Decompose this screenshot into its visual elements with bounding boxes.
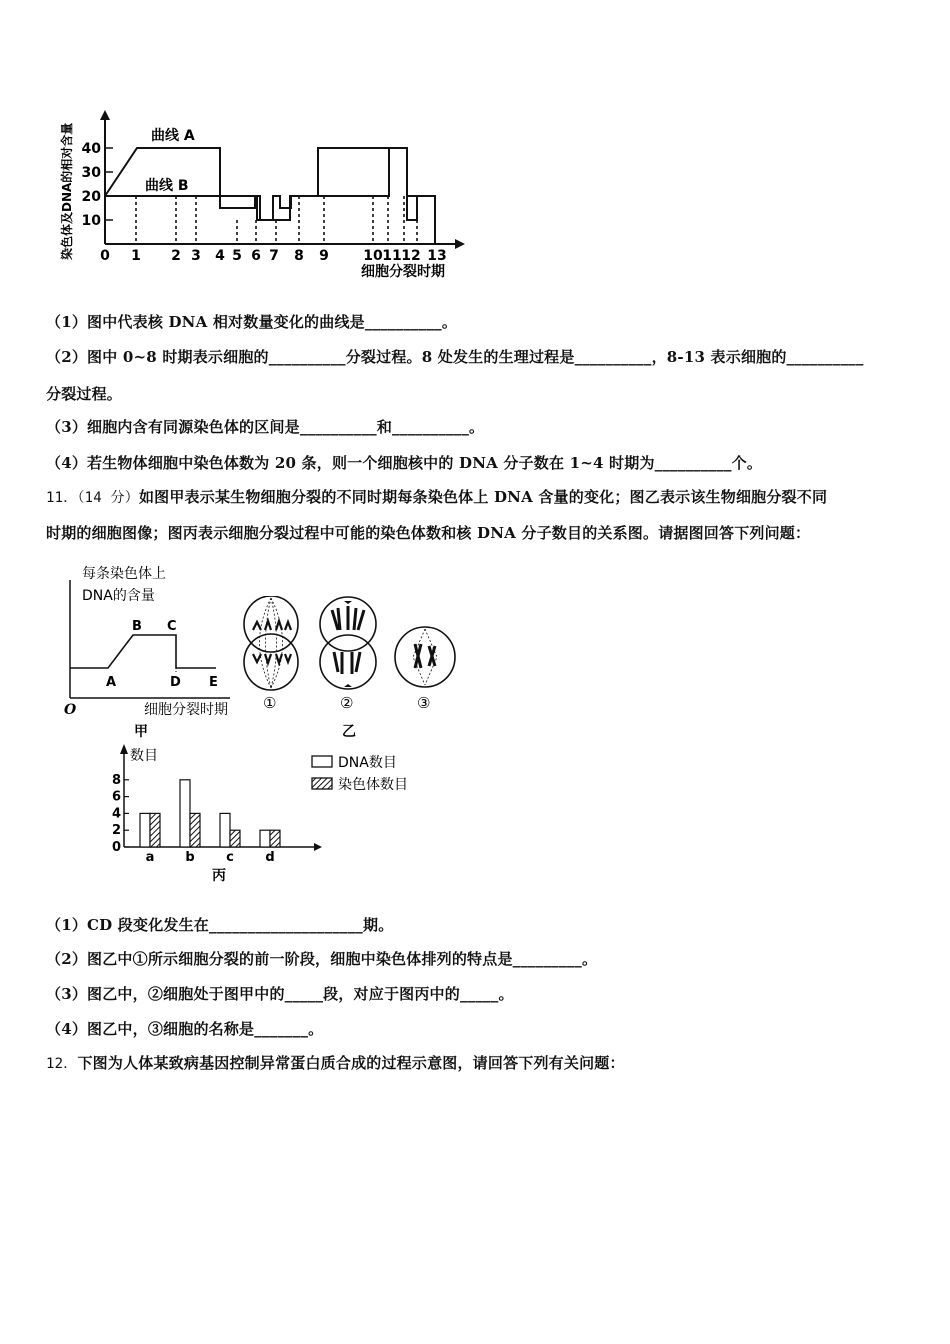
bar-dna-a	[140, 813, 150, 847]
bar-chrom-c	[230, 830, 240, 847]
curve-a-label: 曲线 A	[151, 128, 195, 144]
jia-origin: O	[64, 702, 77, 718]
legend-dna-label: DNA数目	[338, 755, 397, 771]
q11-number: 11．（14 分）	[46, 490, 139, 506]
x-tick-6: 6	[251, 248, 261, 264]
x-tick-12: 12	[401, 248, 421, 264]
y-tick-0: 0	[111, 840, 121, 855]
curve-b	[105, 148, 435, 244]
x-tick-4: 4	[215, 248, 225, 264]
x-tick-9: 9	[319, 248, 329, 264]
x-tick-2: 2	[171, 248, 181, 264]
jia-curve	[70, 635, 216, 668]
jia-point-a: A	[106, 675, 117, 690]
cell-2	[320, 597, 376, 689]
q12-number: 12．	[46, 1056, 78, 1072]
x-tick-11: 11	[382, 248, 402, 264]
x-tick-0: 0	[100, 248, 110, 264]
jia-point-b: B	[132, 619, 142, 634]
bar-chrom-a	[150, 813, 160, 847]
q10-line-2: （2）图中 0~8 时期表示细胞的__________分裂过程。8 处发生的生理过程是__________，8-13 表示细胞的__________	[46, 348, 864, 366]
q11-line-3: （3）图乙中，②细胞处于图甲中的_____段，对应于图丙中的_____。	[46, 985, 514, 1003]
x-axis-arrow	[455, 239, 465, 249]
x-tick-3: 3	[191, 248, 201, 264]
jia-point-d: D	[170, 675, 181, 690]
q11-line-2: （2）图乙中①所示细胞分裂的前一阶段，细胞中染色体排列的特点是_________。	[46, 950, 598, 968]
jia-caption: 甲	[134, 724, 148, 740]
x-tick-8: 8	[294, 248, 304, 264]
x-axis-label: 细胞分裂时期	[361, 264, 445, 280]
jia-y-label-2: DNA的含量	[82, 588, 155, 604]
bing-caption: 丙	[212, 868, 226, 884]
y-tick-4: 4	[111, 806, 121, 822]
category-label-c: c	[226, 850, 234, 865]
y-tick-2: 2	[111, 823, 121, 839]
q11-line-1: （1）CD 段变化发生在____________________期。	[46, 916, 394, 934]
q11-intro-line-2: 时期的细胞图像；图丙表示细胞分裂过程中可能的染色体数和核 DNA 分子数目的关系图。请据图回答下列问题：	[46, 524, 811, 542]
bing-y-label: 数目	[130, 748, 158, 764]
cell-label-1: ①	[263, 694, 277, 712]
q10-line-5: （4）若生物体细胞中染色体数为 20 条，则一个细胞核中的 DNA 分子数在 1~4 时期为__________个。	[46, 454, 763, 472]
q10-line-1: （1）图中代表核 DNA 相对数量变化的曲线是__________。	[46, 313, 458, 331]
y-tick-40: 40	[81, 141, 101, 157]
cell-label-2: ②	[340, 694, 354, 712]
figure-yi	[238, 596, 468, 742]
q11-line-4: （4）图乙中，③细胞的名称是_______。	[46, 1020, 324, 1038]
x-tick-13: 13	[427, 248, 447, 264]
category-label-d: d	[265, 850, 275, 865]
jia-point-e: E	[209, 675, 218, 690]
q10-line-4: （3）细胞内含有同源染色体的区间是__________和__________。	[46, 418, 485, 436]
q12-line	[46, 1052, 625, 1073]
q11-intro-line-1	[46, 486, 827, 507]
x-tick-10: 10	[363, 248, 383, 264]
category-label-a: a	[145, 850, 155, 865]
curve-b-label: 曲线 B	[145, 178, 189, 194]
q10-line-3: 分裂过程。	[46, 385, 123, 403]
legend-dna-swatch	[312, 756, 332, 767]
x-tick-1: 1	[131, 248, 141, 264]
figure-chromosome-dna-curves	[55, 108, 475, 283]
bing-x-axis-arrow	[314, 843, 322, 851]
cell-3	[395, 627, 455, 687]
bar-chrom-b	[190, 813, 200, 847]
q12-text: 下图为人体某致病基因控制异常蛋白质合成的过程示意图，请回答下列有关问题：	[77, 1054, 625, 1072]
figure-jia	[58, 562, 238, 742]
y-tick-20: 20	[81, 189, 101, 205]
jia-y-label-1: 每条染色体上	[82, 566, 166, 582]
y-axis-label: 染色体及DNA的相对含量	[60, 122, 74, 260]
jia-x-label: 细胞分裂时期	[144, 702, 228, 718]
y-tick-10: 10	[81, 213, 101, 229]
y-tick-8: 8	[111, 772, 121, 788]
bar-dna-d	[260, 830, 270, 847]
cell-1	[244, 596, 298, 690]
yi-caption: 乙	[342, 724, 356, 740]
x-tick-5: 5	[232, 248, 242, 264]
y-axis-arrow	[100, 110, 110, 120]
legend-chrom-swatch	[312, 778, 332, 789]
y-tick-6: 6	[111, 789, 121, 805]
y-tick-30: 30	[81, 165, 101, 181]
cell-label-3: ③	[417, 694, 431, 712]
legend-chrom-label: 染色体数目	[338, 777, 408, 793]
bar-dna-b	[180, 780, 190, 847]
q11-intro-text-1: 如图甲表示某生物细胞分裂的不同时期每条染色体上 DNA 含量的变化；图乙表示该生物细胞分裂不同	[138, 488, 828, 506]
jia-point-c: C	[167, 619, 177, 634]
category-label-b: b	[185, 850, 195, 865]
bar-dna-c	[220, 813, 230, 847]
x-tick-7: 7	[269, 248, 279, 264]
bing-y-axis-arrow	[120, 744, 128, 754]
figure-bing-chart	[106, 744, 436, 886]
bar-chrom-d	[270, 830, 280, 847]
x-ticks	[100, 248, 447, 264]
